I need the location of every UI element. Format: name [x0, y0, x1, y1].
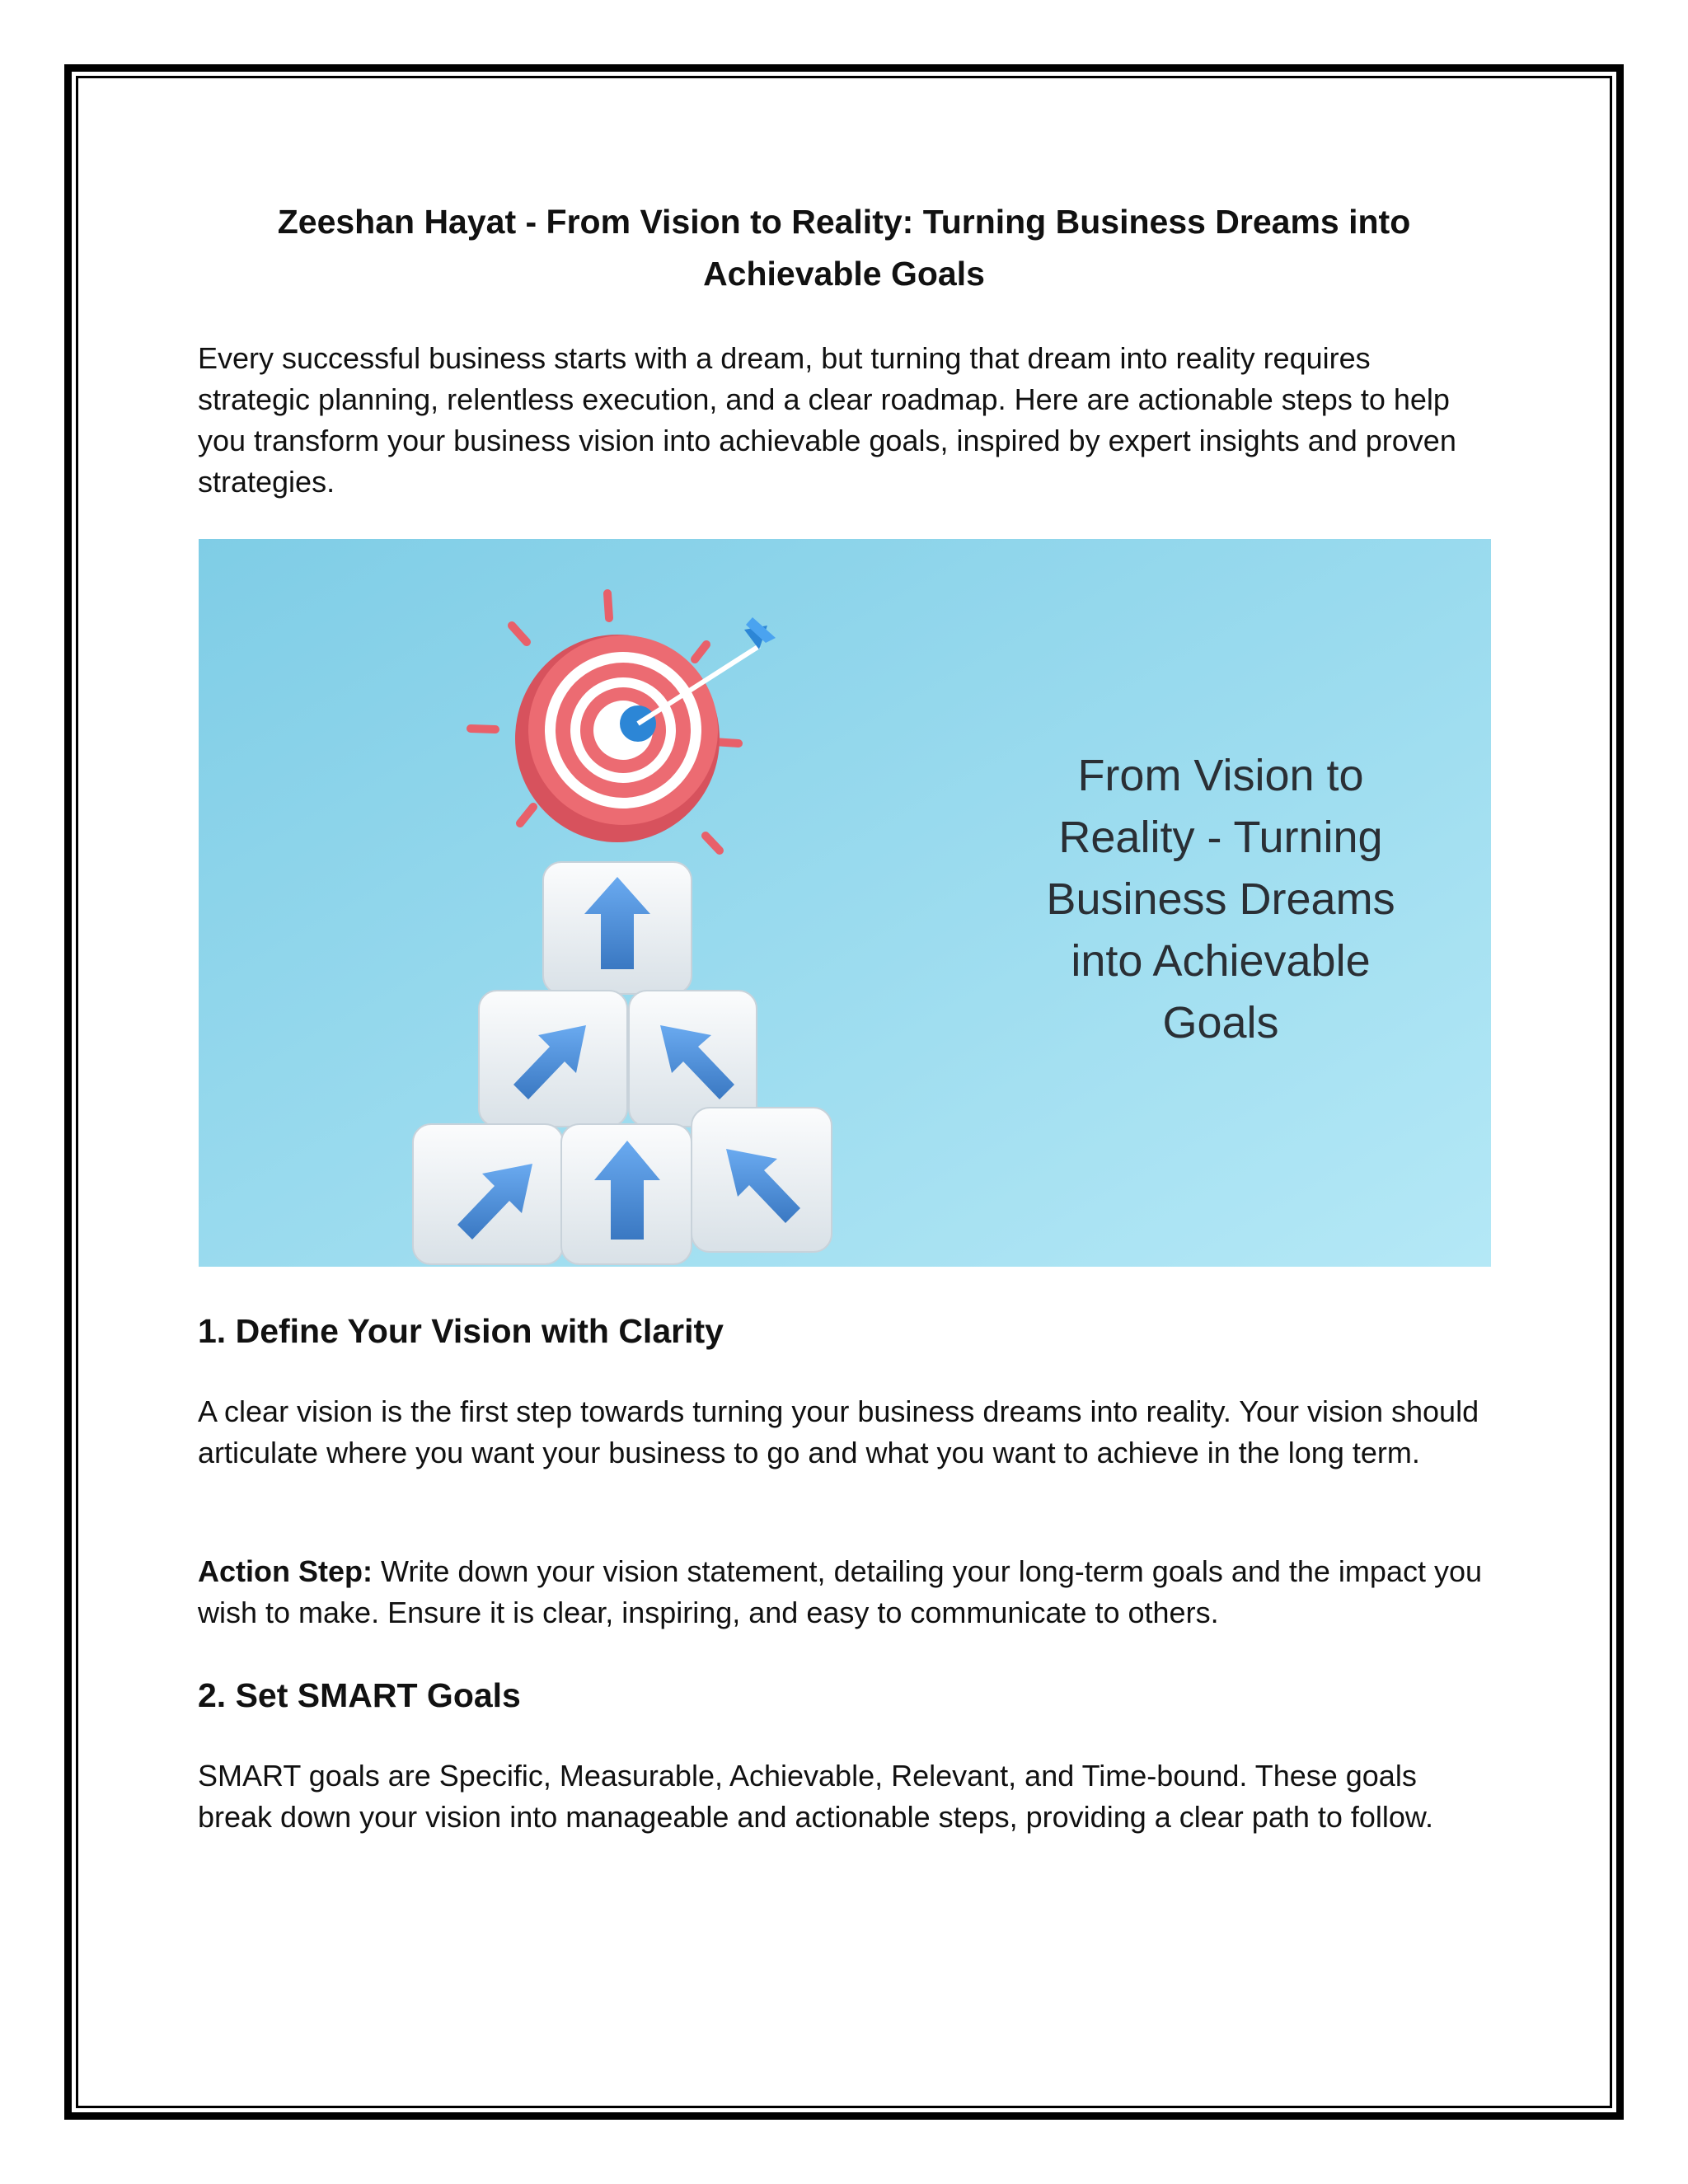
section-1-action: [198, 1551, 1490, 1633]
action-step-text: Write down your vision statement, detailing your long-term goals and the impact you wish to make. Ensure it is clear, inspiring, and easy to communicate to others.: [198, 1554, 1483, 1629]
hero-line-3: Business Dreams: [1046, 874, 1395, 924]
section-2-body: SMART goals are Specific, Measurable, Achievable, Relevant, and Time-bound. These goals break down your vision into manageable and actionable steps, providing a clear path to follow.: [198, 1759, 1433, 1834]
section-1-body: A clear vision is the first step towards turning your business dreams into reality. Your vision should articulate where you want your business to go and what you want to achieve in the long term.: [198, 1394, 1479, 1469]
hero-image: [199, 539, 1491, 1267]
section-1-heading: 1. Define Your Vision with Clarity: [198, 1312, 724, 1350]
hero-line-2: Reality - Turning: [1058, 813, 1383, 862]
document-title: [198, 196, 1490, 300]
hero-caption: [990, 745, 1451, 1054]
hero-line-1: From Vision to: [1077, 751, 1364, 800]
hero-line-4: into Achievable: [1071, 936, 1371, 986]
title-line-2: Achievable Goals: [703, 255, 985, 293]
hero-line-5: Goals: [1162, 998, 1279, 1047]
section-2-heading: 2. Set SMART Goals: [198, 1676, 521, 1714]
action-step-label: Action Step:: [198, 1554, 373, 1588]
title-line-1: Zeeshan Hayat - From Vision to Reality: Turning Business Dreams into: [277, 203, 1411, 241]
intro-paragraph: Every successful business starts with a dream, but turning that dream into reality requires strategic planning, relentless execution, and a clear roadmap. Here are actionable steps to help you transform your business vision into achievable goals, inspired by expert insights and proven strategies.: [198, 341, 1456, 499]
